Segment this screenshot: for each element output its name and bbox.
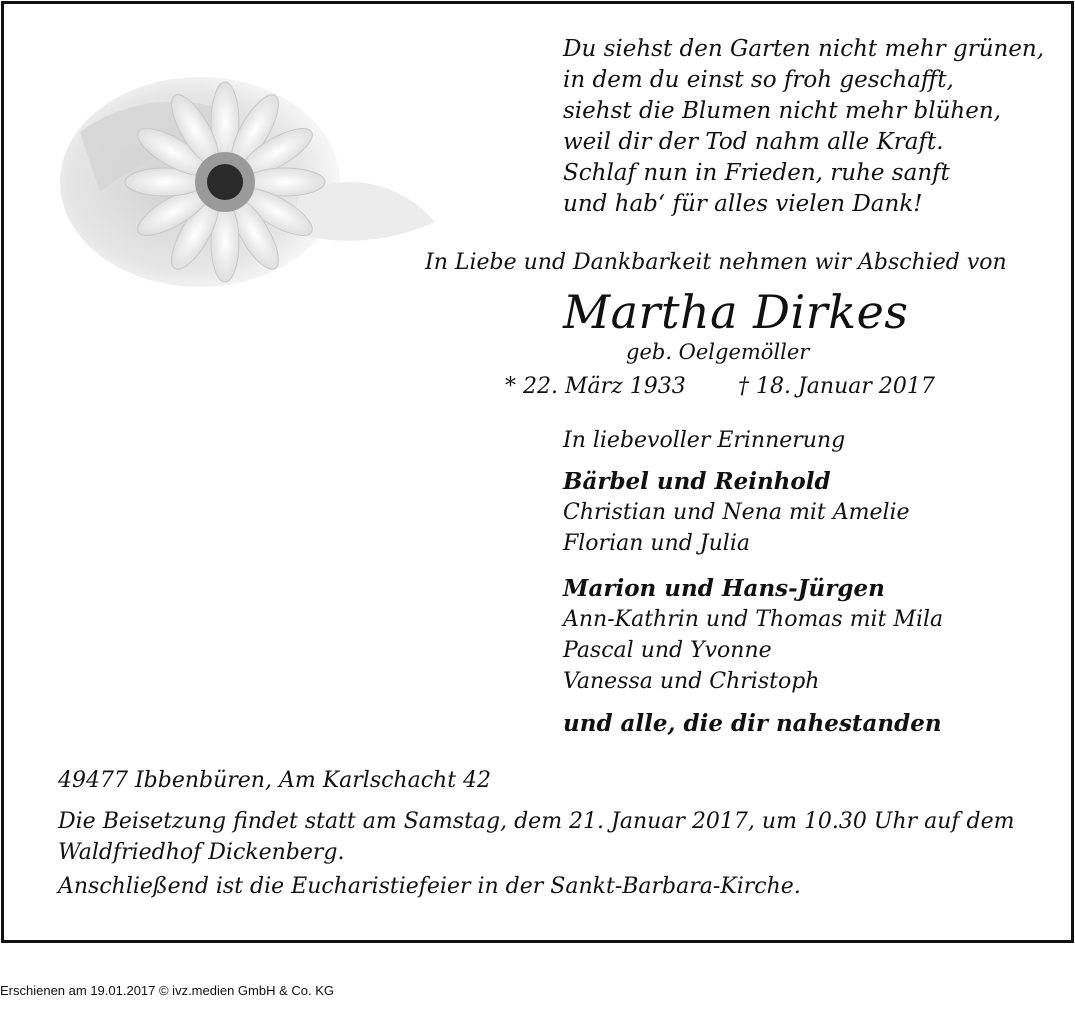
gerbera-flower-image	[60, 72, 440, 302]
publication-footer: Erschienen am 19.01.2017 © ivz.medien GmbH & Co. KG	[0, 983, 335, 998]
farewell-intro: In Liebe und Dankbarkeit nehmen wir Abschied von	[425, 250, 1007, 275]
family-member: Florian und Julia	[563, 531, 750, 556]
poem-line: in dem du einst so froh geschafft,	[563, 67, 954, 93]
maiden-name: geb. Oelgemöller	[626, 340, 810, 364]
poem-line: Du siehst den Garten nicht mehr grünen,	[563, 36, 1045, 62]
family-head: Marion und Hans-Jürgen	[563, 575, 885, 602]
family-member: Pascal und Yvonne	[563, 638, 772, 663]
poem-line: weil dir der Tod nahm alle Kraft.	[563, 129, 944, 155]
family-group	[563, 466, 910, 559]
deceased-name: Martha Dirkes	[563, 285, 909, 339]
family-member: Vanessa und Christoph	[563, 669, 820, 694]
address: 49477 Ibbenbüren, Am Karlschacht 42	[58, 768, 492, 793]
poem-line: Schlaf nun in Frieden, ruhe sanft	[563, 160, 950, 186]
family-member: Ann-Kathrin und Thomas mit Mila	[563, 607, 944, 632]
poem	[563, 34, 1044, 220]
memory-line: In liebevoller Erinnerung	[563, 428, 846, 453]
funeral-info: Die Beisetzung findet statt am Samstag, dem 21. Januar 2017, um 10.30 Uhr auf dem Waldfriedhof Dickenberg.	[58, 809, 1015, 865]
birth-date: * 22. März 1933	[505, 374, 686, 399]
poem-line: und hab‘ für alles vielen Dank!	[563, 191, 923, 217]
closing-line: und alle, die dir nahestanden	[563, 710, 942, 737]
death-date: † 18. Januar 2017	[738, 374, 935, 399]
service-info: Anschließend ist die Eucharistiefeier in der Sankt-Barbara-Kirche.	[58, 874, 801, 899]
family-group	[563, 573, 943, 697]
family-member: Christian und Nena mit Amelie	[563, 500, 910, 525]
poem-line: siehst die Blumen nicht mehr blühen,	[563, 98, 1001, 124]
family-head: Bärbel und Reinhold	[563, 468, 831, 495]
